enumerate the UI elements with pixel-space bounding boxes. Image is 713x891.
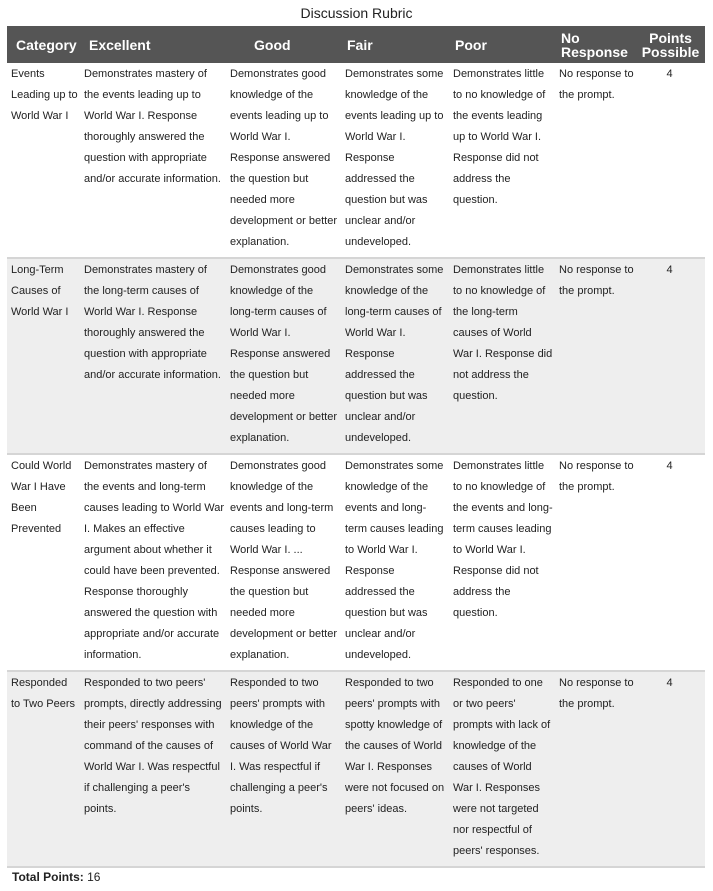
- header-category: Category: [7, 26, 80, 63]
- cell-fair: Demonstrates some knowledge of the long-term causes of World War I. Response addressed the question but was unclear and/or undeveloped.: [341, 258, 449, 454]
- cell-fair: Demonstrates some knowledge of the events leading up to World War I. Response addressed the question but was unclear and/or undeveloped.: [341, 63, 449, 258]
- total-points-label: Total Points:: [12, 870, 84, 884]
- table-row: [7, 671, 705, 867]
- rubric-table: [7, 26, 705, 868]
- cell-category: Responded to Two Peers: [7, 671, 80, 867]
- cell-poor: Demonstrates little to no knowledge of the events and long-term causes leading to World War I. Response did not address the question.: [449, 454, 555, 671]
- total-points-value: 16: [87, 870, 101, 884]
- cell-fair: Demonstrates some knowledge of the events and long-term causes leading to World War I. Response addressed the question but was unclear and/or undeveloped.: [341, 454, 449, 671]
- cell-excellent: Demonstrates mastery of the events leading up to World War I. Response thoroughly answered the question with appropriate and/or accurate information.: [80, 63, 226, 258]
- table-row: [7, 258, 705, 454]
- cell-good: Responded to two peers' prompts with knowledge of the causes of World War I. Was respectful if challenging a peer's points.: [226, 671, 341, 867]
- header-poor: Poor: [449, 26, 555, 63]
- cell-category: Events Leading up to World War I: [7, 63, 80, 258]
- cell-good: Demonstrates good knowledge of the events leading up to World War I. Response answered the question but needed more development or better explanation.: [226, 63, 341, 258]
- cell-category: Long-Term Causes of World War I: [7, 258, 80, 454]
- cell-fair: Responded to two peers' prompts with spotty knowledge of the causes of World War I. Responses were not focused on peers' ideas.: [341, 671, 449, 867]
- header-points-possible: Points Possible: [636, 26, 705, 63]
- cell-no-response: No response to the prompt.: [555, 258, 636, 454]
- cell-good: Demonstrates good knowledge of the long-term causes of World War I. Response answered the question but needed more development or better explanation.: [226, 258, 341, 454]
- header-row: [7, 26, 705, 63]
- header-good: Good: [226, 26, 341, 63]
- cell-no-response: No response to the prompt.: [555, 454, 636, 671]
- table-row: [7, 63, 705, 258]
- cell-category: Could World War I Have Been Prevented: [7, 454, 80, 671]
- cell-points: 4: [636, 63, 705, 258]
- cell-poor: Demonstrates little to no knowledge of the events leading up to World War I. Response did not address the question.: [449, 63, 555, 258]
- cell-points: 4: [636, 258, 705, 454]
- header-excellent: Excellent: [80, 26, 226, 63]
- header-fair: Fair: [341, 26, 449, 63]
- cell-points: 4: [636, 671, 705, 867]
- total-points: [12, 870, 100, 884]
- header-no-response: No Response: [555, 26, 636, 63]
- cell-poor: Demonstrates little to no knowledge of the long-term causes of World War I. Response did not address the question.: [449, 258, 555, 454]
- cell-points: 4: [636, 454, 705, 671]
- cell-poor: Responded to one or two peers' prompts with lack of knowledge of the causes of World War I. Responses were not targeted nor respectful of peers' responses.: [449, 671, 555, 867]
- rubric-title: Discussion Rubric: [300, 5, 413, 21]
- cell-good: Demonstrates good knowledge of the events and long-term causes leading to World War I. ... Response answered the question but needed more development or better explanation.: [226, 454, 341, 671]
- cell-no-response: No response to the prompt.: [555, 63, 636, 258]
- cell-no-response: No response to the prompt.: [555, 671, 636, 867]
- cell-excellent: Responded to two peers' prompts, directly addressing their peers' responses with command of the causes of World War I. Was respectful if challenging a peer's points.: [80, 671, 226, 867]
- cell-excellent: Demonstrates mastery of the long-term causes of World War I. Response thoroughly answered the question with appropriate and/or accurate information.: [80, 258, 226, 454]
- cell-excellent: Demonstrates mastery of the events and long-term causes leading to World War I. Makes an effective argument about whether it could have been prevented. Response thoroughly answered the question with appropriate and/or accurate information.: [80, 454, 226, 671]
- table-row: [7, 454, 705, 671]
